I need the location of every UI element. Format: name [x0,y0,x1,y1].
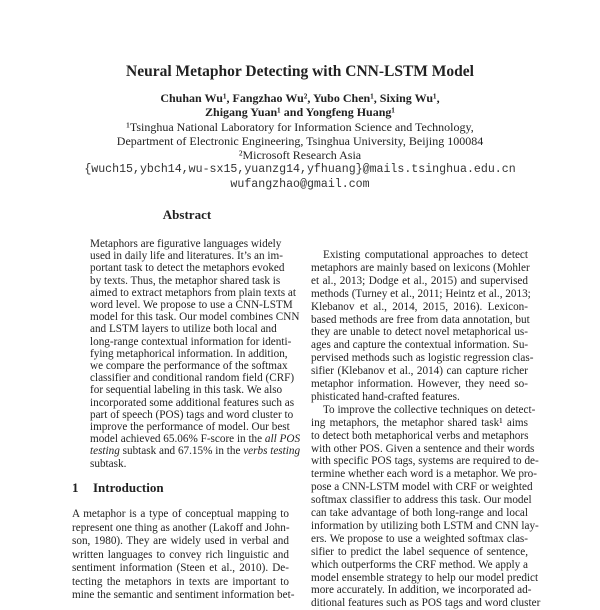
text-line: et al., 2013; Dodge et al., 2015) and supervised [311,274,528,287]
text-line: represent one thing as another (Lakoff and John- [72,521,290,534]
text-line: and LSTM layers to utilize both local and [90,323,277,336]
text-line: ditional features such as POS tags and word cluster [311,597,541,610]
text-line: we compare the performance of the softmax [90,360,288,372]
text-line: tecting the metaphors in texts are important to [72,575,289,588]
text-line: softmax classifier to address this task. Our model [311,494,532,507]
text-line: for sequential labeling in this task. We also [90,384,283,397]
introduction-heading: Introduction [93,480,164,495]
affiliation-line-2: Department of Electronic Engineering, Tsinghua University, Beijing 100084 [116,134,484,148]
authors-line-2: Zhigang Yuan¹ and Yongfeng Huang¹ [205,105,395,119]
text-line: based methods are free from data annotation, but [311,313,530,326]
text-line: more accurately. In addition, we incorporated ad- [311,584,532,597]
text-line: son, 1980). They are widely used in verbal and [72,535,289,547]
text-line: fying metaphorical information. In addition, [90,347,288,360]
section-number: 1 [72,480,79,495]
paper-title: Neural Metaphor Detecting with CNN-LSTM Model [126,63,474,80]
text-line: pervised methods such as logistic regression clas- [311,352,534,365]
text-line: model ensemble strategy to help our model predict [311,571,539,584]
text-line: long-range contextual information for identi- [90,335,292,348]
text-line: portant task to detect the metaphors evoked [90,262,285,275]
text-line: subtask. [90,457,127,470]
text-line: incorporated some additional features such as [90,396,295,409]
text-line: used in daily life and literatures. It’s an im- [90,250,283,263]
text-line: can take advantage of both long-range and local [311,507,528,519]
affiliation-line-1: ¹Tsinghua National Laboratory for Information Science and Technology, [126,120,474,134]
text-line: which outperforms the CRF method. We apply a [311,558,529,571]
italic-text: testing [90,445,120,458]
text-line: classifier and conditional random field (CRF) [90,372,295,385]
text-line: termine whether each word is a metaphor. We pro- [311,468,537,481]
text-line: model for this task. Our model combines CNN [90,311,300,324]
text-line: testing subtask and 67.15% in the verbs testing [90,445,301,458]
email-line-2: wufangzhao@gmail.com [230,178,370,191]
text-line: ers. We propose to use a weighted softmax clas- [311,532,528,545]
text-line: phisticated hand-crafted features. [311,390,460,403]
text-line: ages and capture the contextual information. Su- [311,339,529,352]
text-line: metaphor information. However, they need so- [311,378,528,390]
text-line: mine the semantic and sentiment information bet- [72,589,295,601]
text-line: written languages to convey rich linguistic and [72,548,289,561]
text-line: information by utilizing both LSTM and CNN lay- [311,519,539,532]
text-line: methods (Turney et al., 2011; Heintz et al., 2013; [311,287,531,300]
text-line: sifier (Klebanov et al., 2014) can capture richer [311,365,528,378]
authors-line-1: Chuhan Wu¹, Fangzhao Wu², Yubo Chen¹, Sixing Wu¹, [160,91,440,105]
text-line: Metaphors are figurative languages widely [90,238,282,250]
italic-text: all POS [264,433,301,446]
text-line: sifier to predict the label sequence of sentence, [311,545,528,558]
text-line: Existing computational approaches to detect [323,249,528,261]
text-line: by texts. Thus, the metaphor shared task is [90,274,281,287]
text-line: word level. We propose to use a CNN-LSTM [90,299,293,311]
text-line: To improve the collective techniques on detect- [323,403,536,416]
text-line: A metaphor is a type of conceptual mapping to [72,508,289,520]
text-line: part of speech (POS) tags and word cluster to [90,408,294,421]
text-line: sentiment information (Steen et al., 2010). De- [72,562,289,574]
italic-text: verbs testing [243,445,301,458]
email-line-1: {wuch15,ybch14,wu-sx15,yuanzg14,yfhuang}@mails.tsinghua.edu.cn [84,163,516,176]
text-line: with specific POS tags, systems are required to de- [311,455,539,468]
text-line: pose a CNN-LSTM model with CRF or weighted [311,481,533,494]
text-line: they are unable to detect novel metaphorical us- [311,326,528,339]
text-line: to detect both metaphorical verbs and metaphors [311,429,529,442]
text-line: improve the performance of model. Our best [90,421,290,433]
text-line: ing metaphors, the metaphor shared task¹ aims [311,416,528,429]
text-line: model achieved 65.06% F-score in the all POS [90,433,301,446]
affiliation-line-3: ²Microsoft Research Asia [238,148,362,162]
abstract-heading: Abstract [162,207,212,222]
text-line: metaphors are mainly based on lexicons (Mohler [311,261,530,274]
text-line: with other POS. Given a sentence and their words [311,442,535,455]
text-line: aimed to extract metaphors from plain texts at [90,286,296,299]
text-line: Klebanov et al., 2014, 2015, 2016). Lexicon- [311,300,528,313]
